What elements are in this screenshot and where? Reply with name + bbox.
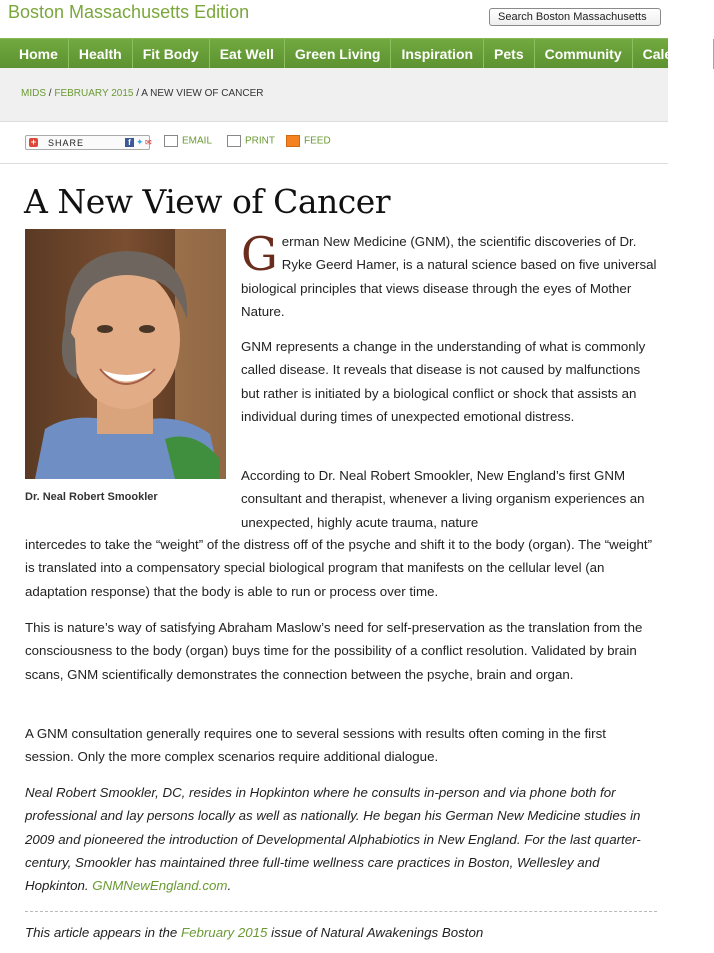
feed-label: FEED xyxy=(304,135,331,147)
paragraph-1-text: erman New Medicine (GNM), the scientific discoveries of Dr. Ryke Geerd Hamer, is a natural science based on five universal biological principles that views disease through the eyes of Mother Nature. xyxy=(241,234,657,319)
nav-eat-well[interactable]: Eat Well xyxy=(210,39,285,69)
breadcrumb xyxy=(21,88,264,99)
issue-link[interactable]: February 2015 xyxy=(180,925,268,940)
search-input[interactable]: Search Boston Massachusetts xyxy=(489,8,661,26)
nav-green-living[interactable]: Green Living xyxy=(285,39,392,69)
plus-icon: + xyxy=(30,137,37,147)
paragraph-5: A GNM consultation generally requires one to several sessions with results often coming in the first session. Only the more complex scenarios require additional dialogue. xyxy=(25,726,606,765)
nav-health[interactable]: Health xyxy=(69,39,133,69)
main-nav xyxy=(0,38,703,68)
website-link[interactable]: GNMNewEngland.com xyxy=(92,878,228,894)
breadcrumb-issue[interactable]: FEBRUARY 2015 xyxy=(54,88,134,99)
issue-note-pre: This article appears in the xyxy=(25,925,181,940)
author-bio xyxy=(25,781,657,897)
article-tools xyxy=(0,132,668,164)
edition-title[interactable]: Boston Massachusetts Edition xyxy=(8,2,250,22)
breadcrumb-current: A NEW VIEW OF CANCER xyxy=(141,88,264,99)
email-label: EMAIL xyxy=(182,135,213,147)
paragraph-3b: intercedes to take the “weight” of the distress off of the psyche and shift it to the body (organ). The “weight” is translated into a compensatory special biological program that manifests on the cellular level (an adaptation response) that the body is able to run or process over time. xyxy=(25,537,653,599)
more-icon: ✉ xyxy=(145,138,152,147)
divider xyxy=(25,911,657,912)
author-photo xyxy=(25,229,226,479)
nav-pets[interactable]: Pets xyxy=(484,39,535,69)
photo-caption: Dr. Neal Robert Smookler xyxy=(25,491,158,503)
nav-home[interactable]: Home xyxy=(0,39,69,69)
breadcrumb-sep: / xyxy=(48,88,55,99)
share-button[interactable] xyxy=(25,135,150,150)
drop-cap: G xyxy=(241,227,278,281)
author-bio-end: . xyxy=(227,878,232,894)
email-icon xyxy=(164,135,178,147)
twitter-icon: ✦ xyxy=(136,137,144,147)
nav-community[interactable]: Community xyxy=(535,39,633,69)
issue-note xyxy=(25,921,657,944)
printer-icon xyxy=(227,135,241,147)
breadcrumb-section[interactable]: MIDS xyxy=(21,88,46,99)
paragraph-3a: According to Dr. Neal Robert Smookler, New England’s first GNM consultant and therapist, whenever a living organism experiences an unexpected, highly acute trauma, nature xyxy=(241,468,645,530)
print-button[interactable] xyxy=(227,135,275,147)
paragraph-4: This is nature’s way of satisfying Abraham Maslow’s need for self-preservation as the translation from the consciousness to the body (organ) buys time for the possibility of a conflict resolution. Validated by brain scans, GNM scientifically demonstrates the connection between the psyche, brain and organ. xyxy=(25,620,643,682)
top-bar xyxy=(0,0,668,38)
feed-button[interactable] xyxy=(286,135,331,147)
email-button[interactable] xyxy=(164,135,212,147)
print-label: PRINT xyxy=(245,135,275,147)
author-bio-text: Neal Robert Smookler, DC, resides in Hopkinton where he consults in-person and via phone both for professional and lay persons locally as well as nationally. He began his German New Medicine studies in 2009 and pioneered the introduction of Developmental Alphabiotics in New England. For the last quarter-century, Smookler has maintained three full-time wellness care practices in Boston, Wellesley and Hopkinton. xyxy=(25,785,641,894)
paragraph-1 xyxy=(241,227,661,323)
nav-inspiration[interactable]: Inspiration xyxy=(391,39,484,69)
paragraph-2: GNM represents a change in the understanding of what is commonly called disease. It reveals that disease is not caused by malfunctions but rather is initiated by a biological conflict or shock that assists an individual during times of unexpected emotional distress. xyxy=(241,339,646,424)
facebook-icon: f xyxy=(125,138,134,147)
breadcrumb-bar xyxy=(0,68,668,122)
rss-icon xyxy=(286,135,300,147)
article-title: A New View of Cancer xyxy=(24,182,391,221)
nav-fit-body[interactable]: Fit Body xyxy=(133,39,210,69)
nav-calendar[interactable]: Calendar xyxy=(633,39,714,69)
share-label: SHARE xyxy=(48,138,85,148)
breadcrumb-sep: / xyxy=(136,88,142,99)
issue-note-post: issue of Natural Awakenings Boston xyxy=(267,925,484,940)
